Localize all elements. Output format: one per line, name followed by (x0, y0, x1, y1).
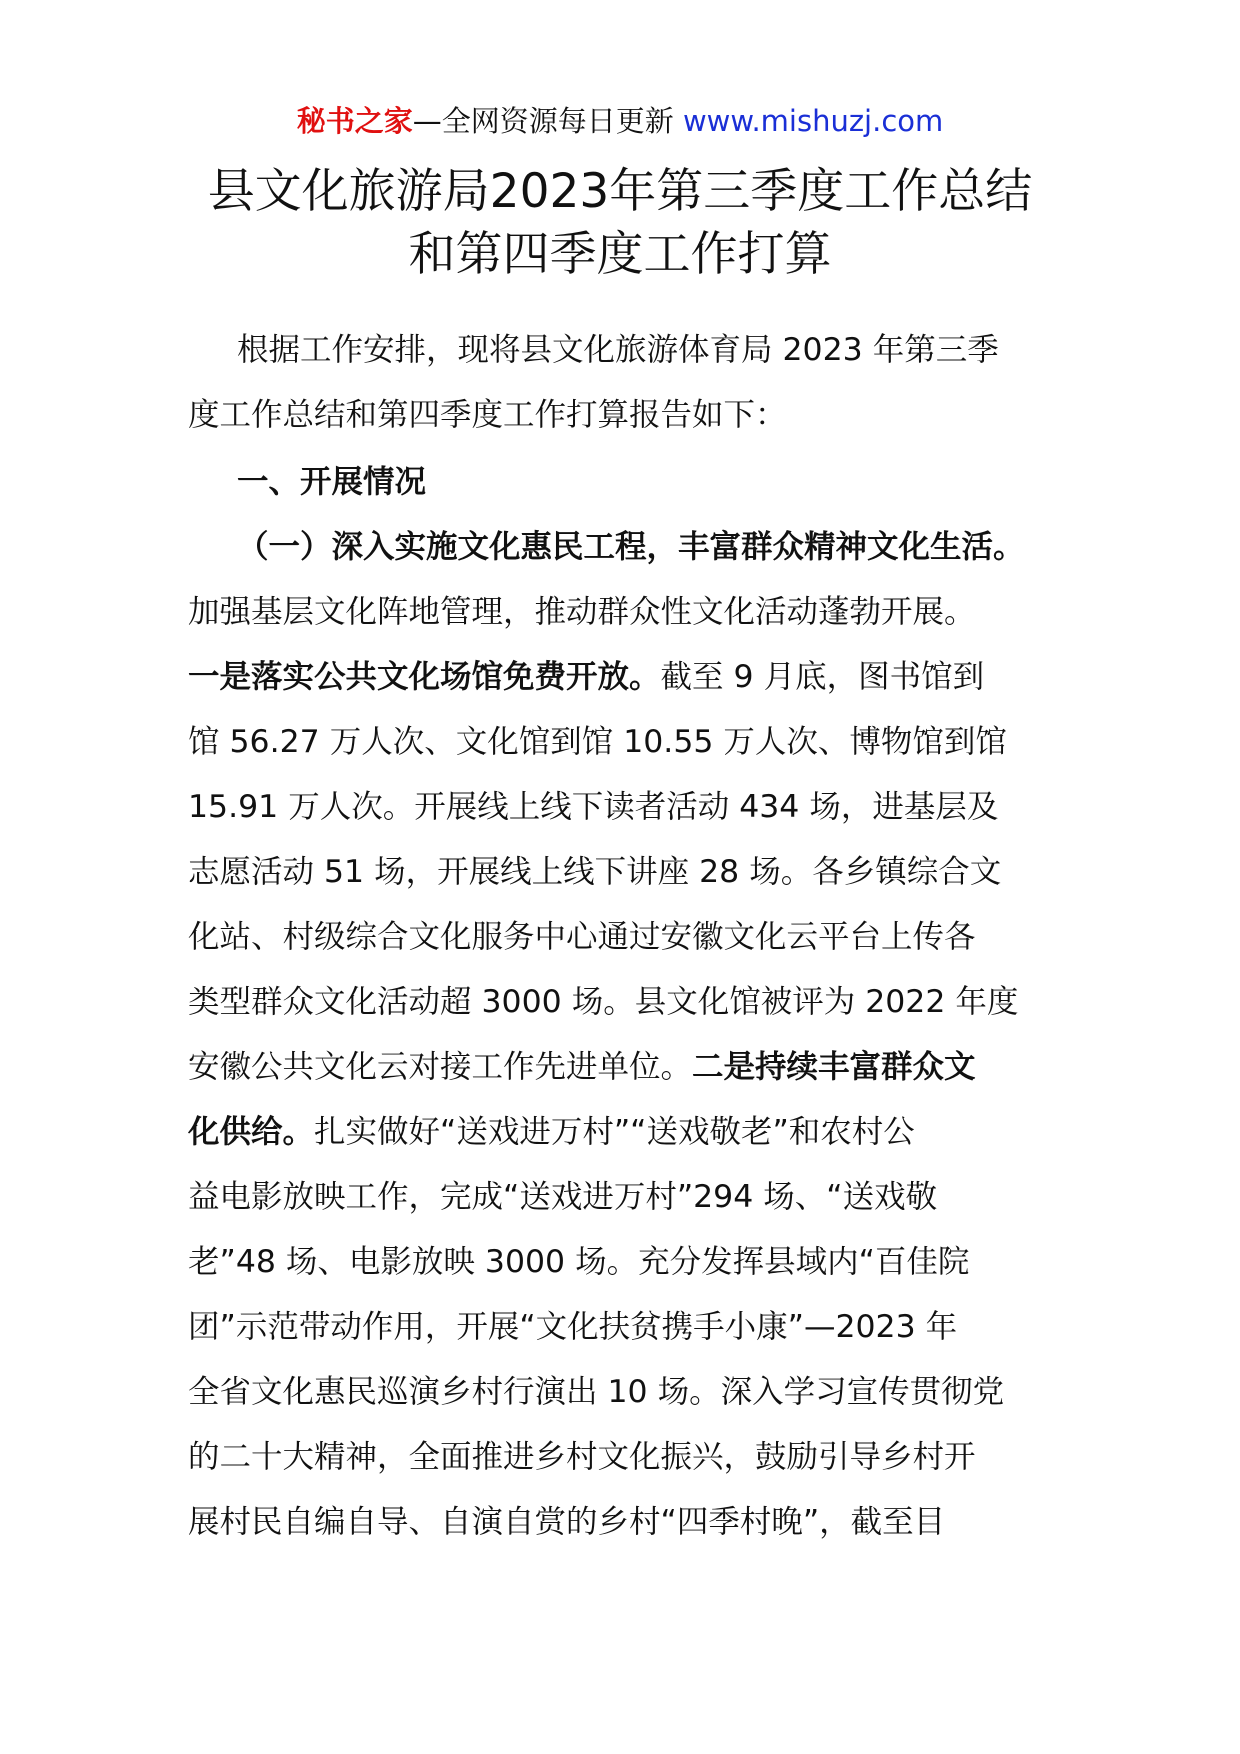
document-body (188, 318, 1056, 1555)
paragraph-line: 展村民自编自导、自演自赏的乡村“四季村晚”，截至目 (188, 1504, 946, 1540)
paragraph-line: 15.91 万人次。开展线上线下读者活动 434 场，进基层及 (188, 789, 999, 825)
paragraph-line: 类型群众文化活动超 3000 场。县文化馆被评为 2022 年度 (188, 984, 1019, 1020)
section-heading: 一、开展情况 (237, 464, 427, 500)
point-heading: 一是落实公共文化场馆免费开放。 (188, 659, 661, 695)
point-heading: 化供给。 (188, 1114, 315, 1150)
paragraph-line (188, 1100, 1056, 1165)
paragraph-line: 的二十大精神，全面推进乡村文化振兴，鼓励引导乡村开 (188, 1439, 976, 1475)
paragraph-line: 馆 56.27 万人次、文化馆到馆 10.55 万人次、博物馆到馆 (188, 724, 1007, 760)
intro-paragraph-line: 度工作总结和第四季度工作打算报告如下： (188, 397, 787, 433)
paragraph-line: 加强基层文化阵地管理，推动群众性文化活动蓬勃开展。 (188, 594, 976, 630)
site-link[interactable]: www.mishuzj.com (682, 104, 944, 138)
paragraph-line: 益电影放映工作，完成“送戏进万村”294 场、“送戏敬 (188, 1179, 938, 1215)
paragraph-text: 扎实做好“送戏进万村”“送戏敬老”和农村公 (314, 1114, 915, 1150)
intro-paragraph-line: 根据工作安排，现将县文化旅游体育局 2023 年第三季 (237, 332, 999, 368)
paragraph-line: 团”示范带动作用，开展“文化扶贫携手小康”—2023 年 (188, 1309, 958, 1345)
document-title-line-2: 和第四季度工作打算 (408, 227, 832, 282)
paragraph-line (188, 645, 1056, 710)
subsection-heading: （一）深入实施文化惠民工程，丰富群众精神文化生活。 (237, 529, 1025, 565)
point-heading: 二是持续丰富群众文 (692, 1049, 976, 1085)
paragraph-text: 截至 9 月底，图书馆到 (660, 659, 985, 695)
paragraph-line: 老”48 场、电影放映 3000 场。充分发挥县域内“百佳院 (188, 1244, 970, 1280)
paragraph-text: 安徽公共文化云对接工作先进单位。 (188, 1049, 693, 1085)
paragraph-line: 志愿活动 51 场，开展线上线下讲座 28 场。各乡镇综合文 (188, 854, 1002, 890)
paragraph-line: 化站、村级综合文化服务中心通过安徽文化云平台上传各 (188, 919, 976, 955)
brand-name: 秘书之家 (296, 104, 413, 138)
site-banner (0, 101, 1240, 141)
paragraph-line: 全省文化惠民巡演乡村行演出 10 场。深入学习宣传贯彻党 (188, 1374, 1005, 1410)
document-title-line-1: 县文化旅游局2023年第三季度工作总结 (207, 164, 1033, 219)
banner-tagline: —全网资源每日更新 (412, 104, 683, 138)
paragraph-line (188, 1035, 1056, 1100)
